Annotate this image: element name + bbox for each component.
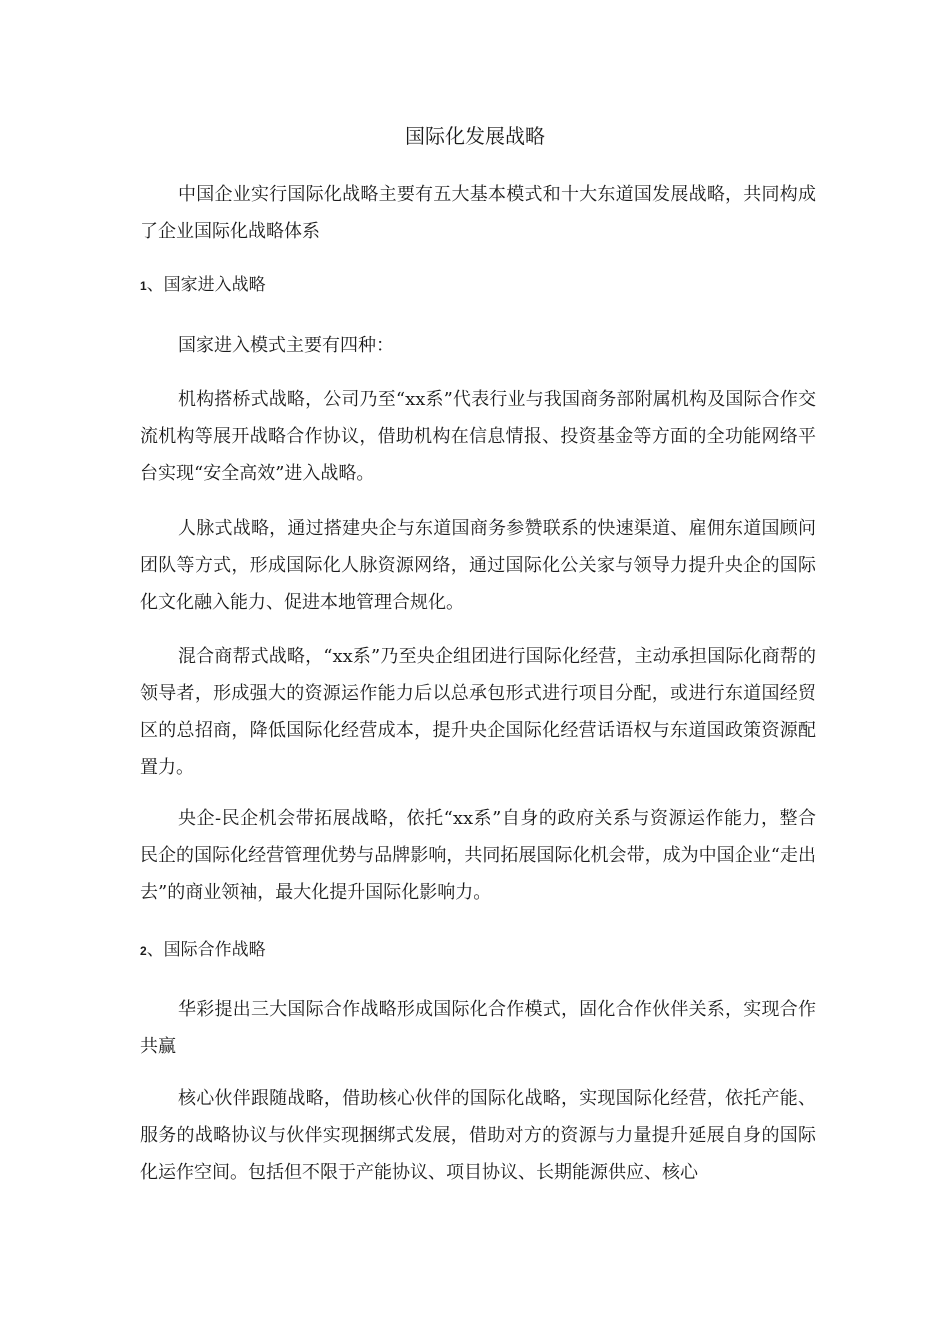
section-2-number: 2 (140, 944, 147, 958)
section-1-paragraph-2: 机构搭桥式战略，公司乃至“xx系”代表行业与我国商务部附属机构及国际合作交流机构等展开战略合作协议，借助机构在信息情报、投资基金等方面的全功能网络平台实现“安全高效”进入战略。 (140, 389, 816, 484)
section-1-number: 1 (140, 279, 147, 293)
section-1-paragraph-3: 人脉式战略，通过搭建央企与东道国商务参赞联系的快速渠道、雇佣东道国顾问团队等方式，形成国际化人脉资源网络，通过国际化公关家与领导力提升央企的国际化文化融入能力、促进本地管理合规化。 (140, 518, 816, 613)
section-1-paragraph-5: 央企-民企机会带拓展战略，依托“xx系”自身的政府关系与资源运作能力，整合民企的国际化经营管理优势与品牌影响，共同拓展国际化机会带，成为中国企业“走出去”的商业领袖，最大化提升国际化影响力。 (140, 808, 816, 903)
section-2-heading-text: 、国际合作战略 (146, 940, 266, 960)
intro-paragraph: 中国企业实行国际化战略主要有五大基本模式和十大东道国发展战略，共同构成了企业国际化战略体系 (140, 184, 816, 242)
document-title: 国际化发展战略 (405, 124, 545, 148)
section-2-paragraph-1: 华彩提出三大国际合作战略形成国际化合作模式，固化合作伙伴关系，实现合作共赢 (140, 999, 816, 1057)
section-2-heading (140, 935, 816, 966)
section-1-paragraph-4: 混合商帮式战略，“xx系”乃至央企组团进行国际化经营，主动承担国际化商帮的领导者，形成强大的资源运作能力后以总承包形式进行项目分配，或进行东道国经贸区的总招商，降低国际化经营成本，提升央企国际化经营话语权与东道国政策资源配置力。 (140, 646, 816, 778)
section-2-paragraph-2: 核心伙伴跟随战略，借助核心伙伴的国际化战略，实现国际化经营，依托产能、服务的战略协议与伙伴实现捆绑式发展，借助对方的资源与力量提升延展自身的国际化运作空间。包括但不限于产能协议、项目协议、长期能源供应、核心 (140, 1088, 816, 1183)
section-1-paragraph-1: 国家进入模式主要有四种： (178, 335, 394, 356)
section-1-heading-text: 、国家进入战略 (146, 275, 266, 295)
section-1-heading (140, 270, 816, 301)
